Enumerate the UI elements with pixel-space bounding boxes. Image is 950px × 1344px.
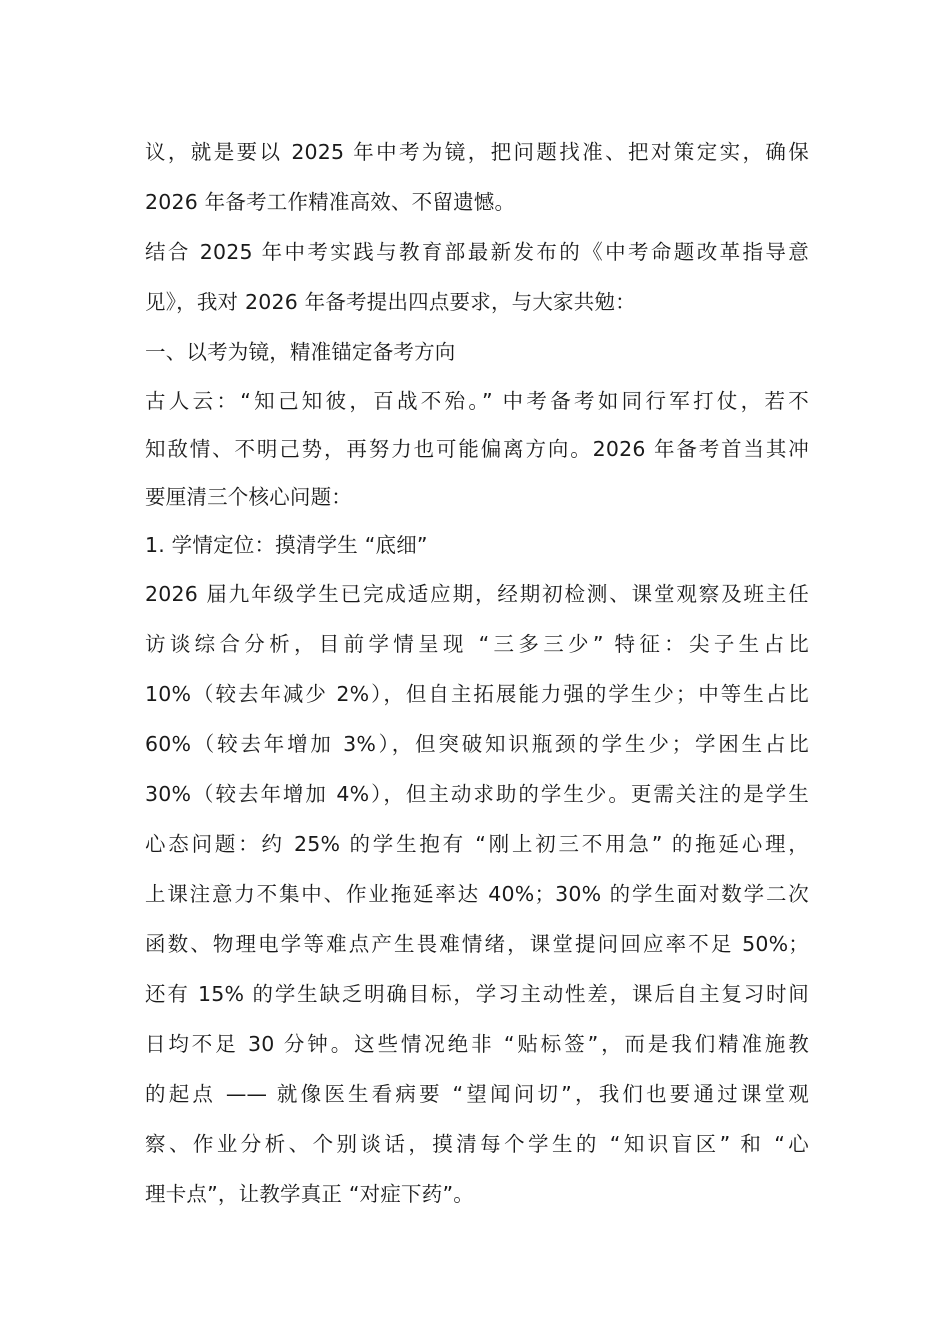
paragraph-quote	[145, 377, 809, 521]
paragraph-requirements-intro	[145, 227, 809, 327]
section-heading	[145, 327, 809, 377]
text-line: 上课注意力不集中、作业拖延率达 40%；30% 的学生面对数学二次	[145, 882, 809, 906]
text-line: 议，就是要以 2025 年中考为镜，把问题找准、把对策定实，确保	[145, 140, 809, 164]
text-line: 函数、物理电学等难点产生畏难情绪，课堂提问回应率不足 50%；	[145, 932, 809, 956]
text-line: 理卡点”，让教学真正 “对症下药”。	[145, 1182, 474, 1206]
text-line: 心态问题：约 25% 的学生抱有 “刚上初三不用急” 的拖延心理，	[145, 832, 809, 856]
document-body	[145, 127, 809, 1219]
paragraph-intro-continuation	[145, 127, 809, 227]
text-line: 察、作业分析、个别谈话，摸清每个学生的 “知识盲区” 和 “心	[145, 1132, 809, 1156]
text-line: 2026 届九年级学生已完成适应期，经期初检测、课堂观察及班主任	[145, 582, 809, 606]
text-line: 10%（较去年减少 2%），但自主拓展能力强的学生少；中等生占比	[145, 682, 809, 706]
text-line: 的起点 —— 就像医生看病要 “望闻问切”，我们也要通过课堂观	[145, 1082, 809, 1106]
text-line: 见》，我对 2026 年备考提出四点要求，与大家共勉：	[145, 290, 636, 314]
section-heading-text: 一、以考为镜，精准锚定备考方向	[145, 340, 456, 364]
text-line: 日均不足 30 分钟。这些情况绝非 “贴标签”，而是我们精准施教	[145, 1032, 809, 1056]
text-line: 结合 2025 年中考实践与教育部最新发布的《中考命题改革指导意	[145, 240, 809, 264]
text-line: 古人云：“知己知彼，百战不殆。” 中考备考如同行军打仗，若不	[145, 389, 809, 413]
paragraph-student-analysis	[145, 569, 809, 1219]
subsection-heading	[145, 521, 809, 569]
subsection-heading-text: 1. 学情定位：摸清学生 “底细”	[145, 533, 428, 557]
text-line: 知敌情、不明己势，再努力也可能偏离方向。2026 年备考首当其冲	[145, 437, 809, 461]
text-line: 要厘清三个核心问题：	[145, 485, 352, 509]
text-line: 60%（较去年增加 3%），但突破知识瓶颈的学生少；学困生占比	[145, 732, 809, 756]
text-line: 还有 15% 的学生缺乏明确目标，学习主动性差，课后自主复习时间	[145, 982, 809, 1006]
text-line: 访谈综合分析，目前学情呈现 “三多三少” 特征：尖子生占比	[145, 632, 809, 656]
text-line: 2026 年备考工作精准高效、不留遗憾。	[145, 190, 516, 214]
text-line: 30%（较去年增加 4%），但主动求助的学生少。更需关注的是学生	[145, 782, 809, 806]
